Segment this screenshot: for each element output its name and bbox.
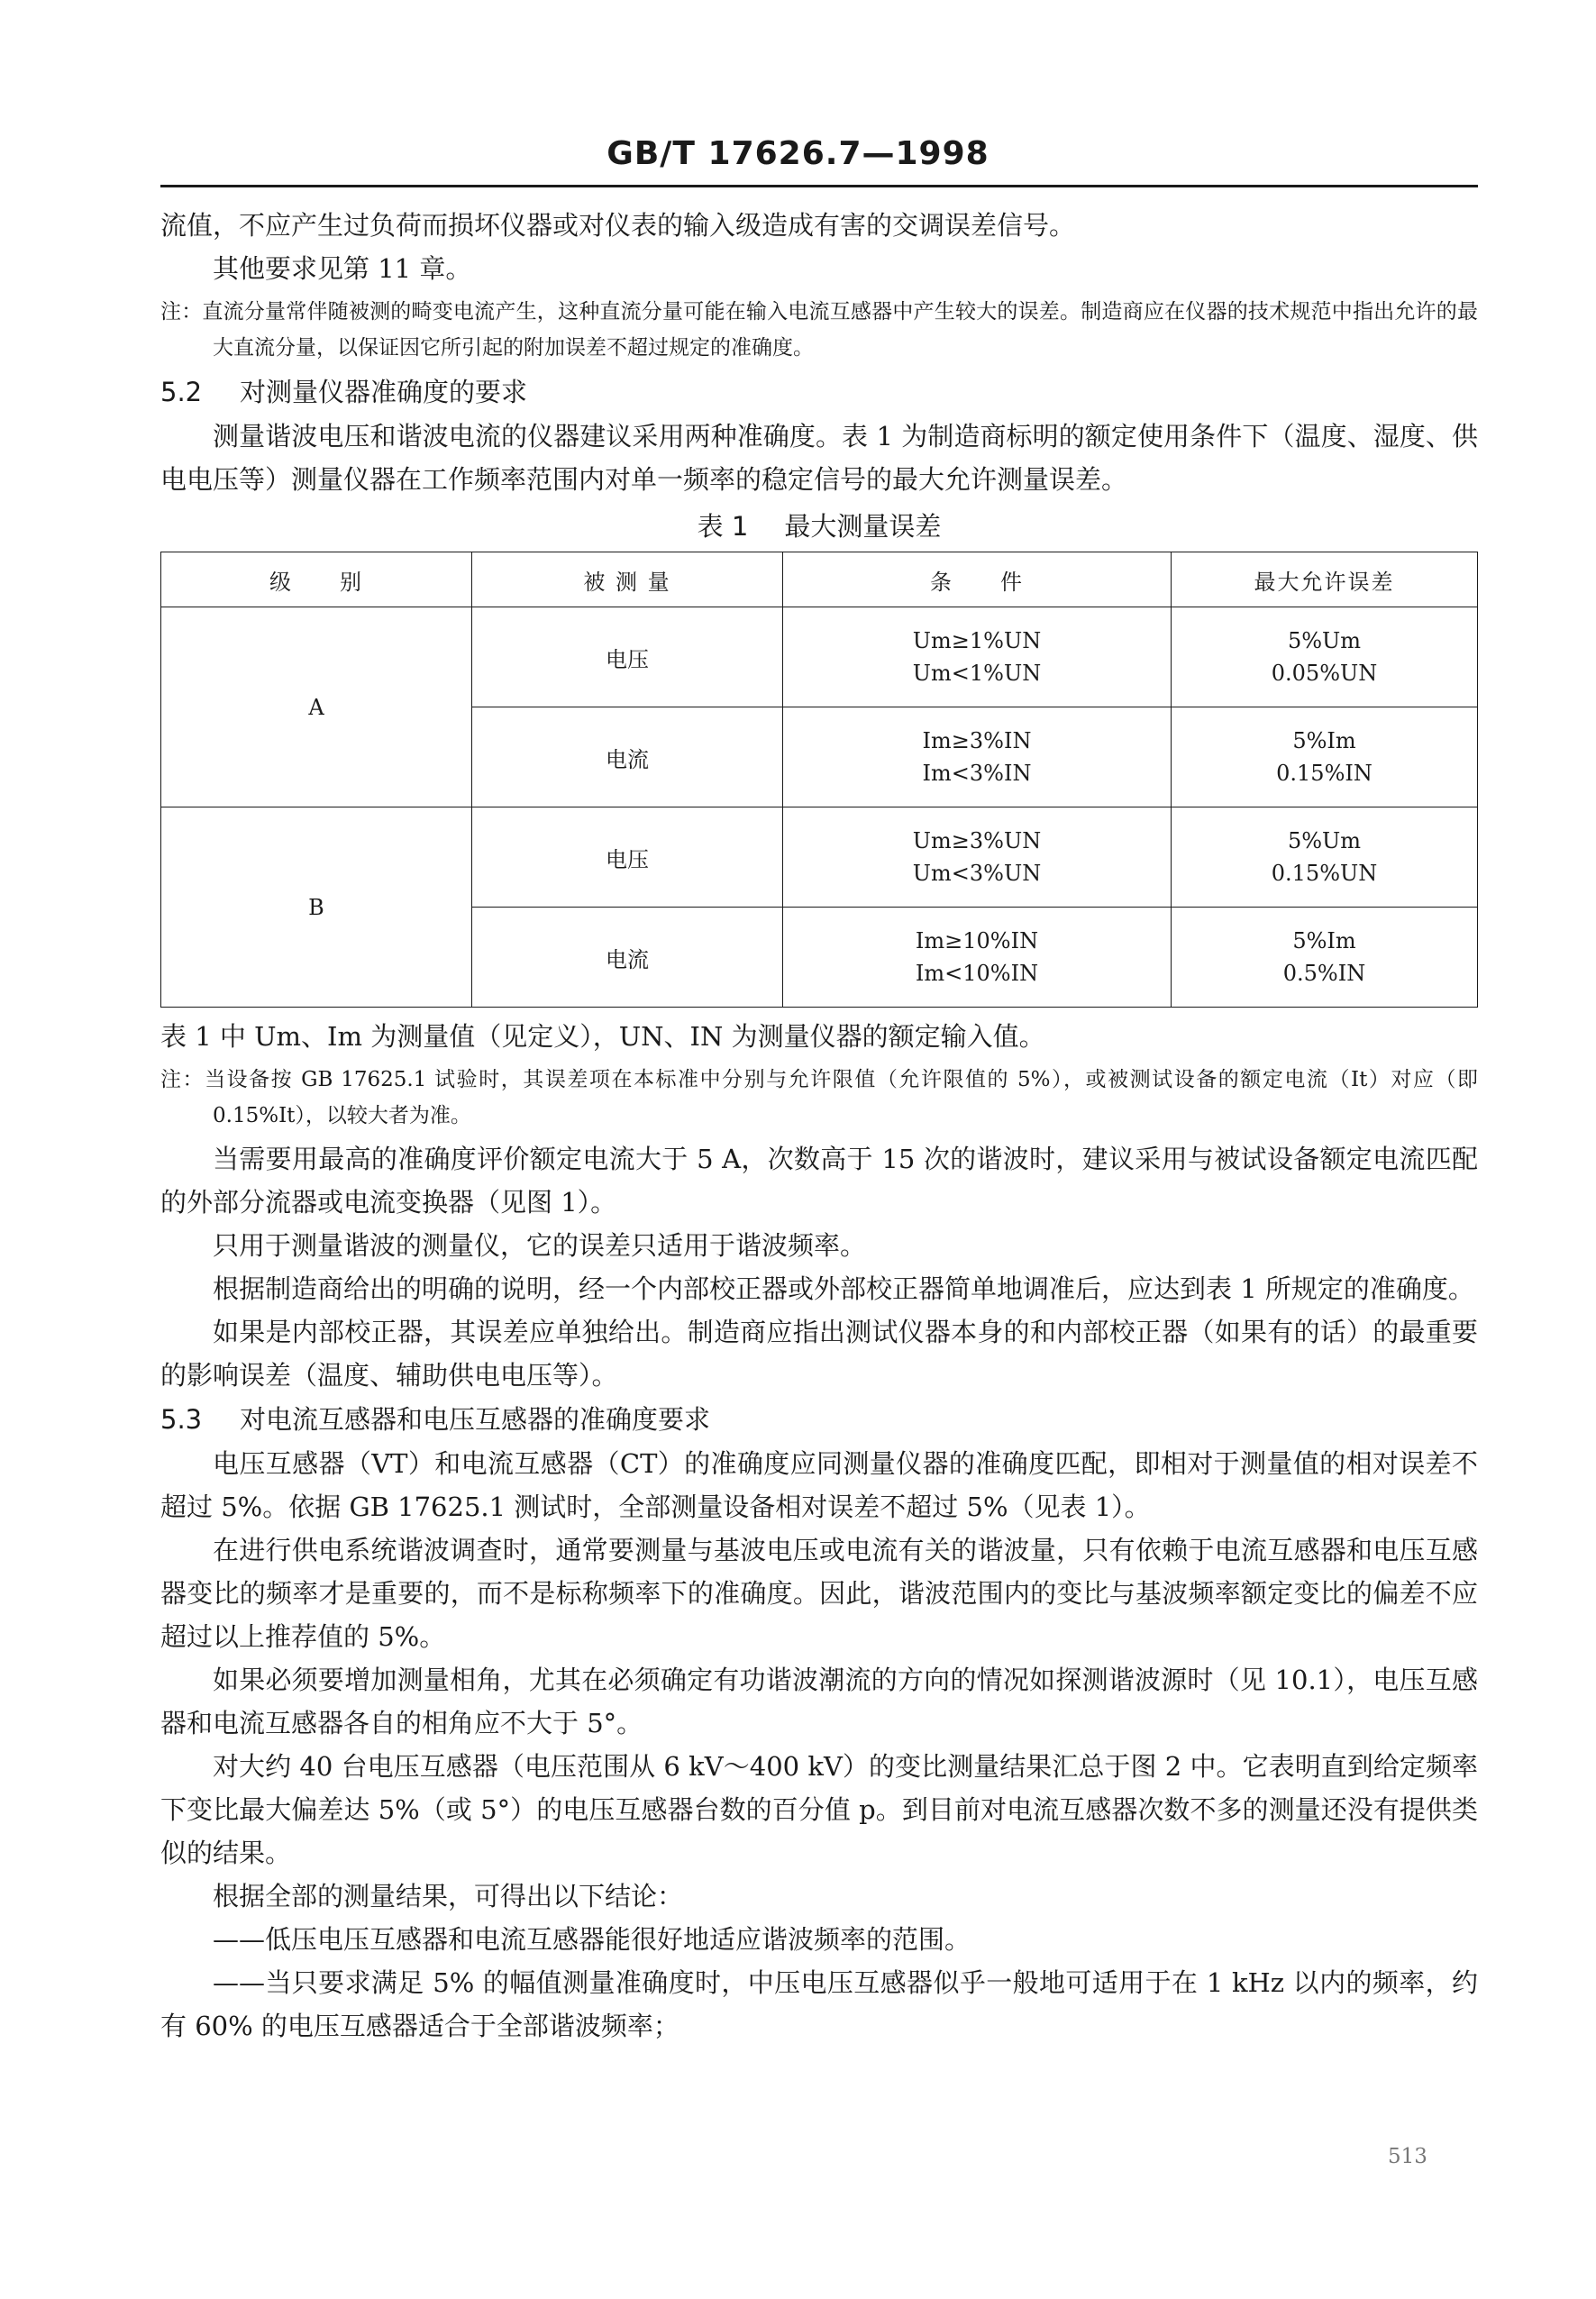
section-heading-5-3 (160, 1397, 1478, 1442)
condition: Um<1%UN (912, 661, 1042, 686)
table-title: 最大测量误差 (784, 511, 942, 542)
section-title: 对测量仪器准确度的要求 (240, 377, 528, 407)
section-number: 5.2 (160, 377, 203, 407)
paragraph: 对大约 40 台电压互感器（电压范围从 6 kV～400 kV）的变比测量结果汇总于图 2 中。它表明直到给定频率下变比最大偏差达 5%（或 5°）的电压互感器台数的百分值 p。到目前对电流互感器次数不多的测量还没有提供类似的结果。 (160, 1751, 1478, 1868)
paragraph: 如果必须要增加测量相角，尤其在必须确定有功谐波潮流的方向的情况如探测谐波源时（见 10.1），电压互感器和电流互感器各自的相角应不大于 5°。 (160, 1665, 1478, 1738)
error-value: 5%Im (1292, 928, 1356, 953)
paragraph: 根据制造商给出的明确的说明，经一个内部校正器或外部校正器简单地调准后，应达到表 1 所规定的准确度。 (213, 1273, 1474, 1304)
quantity-cell: 电压 (472, 807, 783, 908)
table-number: 表 1 (697, 511, 749, 542)
quantity-cell: 电流 (472, 908, 783, 1008)
condition: Um≥3%UN (912, 828, 1042, 853)
class-cell: A (161, 607, 472, 807)
error-cell (1172, 908, 1478, 1008)
paragraph: 表 1 中 Um、Im 为测量值（见定义），UN、IN 为测量仪器的额定输入值。 (160, 1021, 1045, 1052)
column-header: 被 测 量 (472, 552, 783, 607)
error-value: 5%Um (1287, 628, 1362, 653)
error-cell (1172, 807, 1478, 908)
page-header: GB/T 17626.7—1998 (606, 135, 990, 172)
condition-cell (783, 908, 1172, 1008)
condition: Im<10%IN (915, 961, 1039, 986)
header-rule (160, 185, 1478, 187)
quantity-cell: 电流 (472, 707, 783, 807)
paragraph: 电压互感器（VT）和电流互感器（CT）的准确度应同测量仪器的准确度匹配，即相对于测量值的相对误差不超过 5%。依据 GB 17625.1 测试时，全部测量设备相对误差不超过 5%（见表 1）。 (160, 1448, 1478, 1522)
paragraph: 测量谐波电压和谐波电流的仪器建议采用两种准确度。表 1 为制造商标明的额定使用条件下（温度、湿度、供电电压等）测量仪器在工作频率范围内对单一频率的稳定信号的最大允许测量误差。 (160, 421, 1478, 495)
error-value: 0.15%UN (1271, 861, 1378, 886)
error-value: 5%Im (1292, 728, 1356, 753)
paragraph: 在进行供电系统谐波调查时，通常要测量与基波电压或电流有关的谐波量，只有依赖于电流互感器和电压互感器变比的频率才是重要的，而不是标称频率下的准确度。因此，谐波范围内的变比与基波频率额定变比的偏差不应超过以上推荐值的 5%。 (160, 1535, 1478, 1652)
error-cell (1172, 607, 1478, 707)
condition: Um<3%UN (912, 861, 1042, 886)
condition: Im<3%IN (922, 761, 1032, 786)
conclusion-item: ——当只要求满足 5% 的幅值测量准确度时，中压电压互感器似乎一般地可适用于在 1 kHz 以内的频率，约有 60% 的电压互感器适合于全部谐波频率； (160, 1967, 1478, 2041)
conclusion-item: ——低压电压互感器和电流互感器能很好地适应谐波频率的范围。 (213, 1924, 971, 1955)
table-row (161, 607, 1478, 707)
condition: Im≥10%IN (915, 928, 1039, 953)
section-title: 对电流互感器和电压互感器的准确度要求 (240, 1404, 711, 1435)
table-caption (160, 505, 1478, 548)
error-value: 0.5%IN (1282, 961, 1366, 986)
column-header: 最大允许误差 (1172, 552, 1478, 607)
note: 注：直流分量常伴随被测的畸变电流产生，这种直流分量可能在输入电流互感器中产生较大的误差。制造商应在仪器的技术规范中指出允许的最大直流分量，以保证因它所引起的附加误差不超过规定的准确度。 (160, 300, 1478, 360)
condition: Um≥1%UN (912, 628, 1042, 653)
section-heading-5-2 (160, 369, 1478, 415)
column-header: 级 别 (161, 552, 472, 607)
paragraph: 流值，不应产生过负荷而损坏仪器或对仪表的输入级造成有害的交调误差信号。 (160, 210, 1076, 241)
section-number: 5.3 (160, 1404, 203, 1435)
paragraph: 根据全部的测量结果，可得出以下结论： (213, 1881, 684, 1911)
condition: Im≥3%IN (922, 728, 1032, 753)
quantity-cell: 电压 (472, 607, 783, 707)
paragraph: 只用于测量谐波的测量仪，它的误差只适用于谐波频率。 (213, 1230, 867, 1261)
max-error-table (160, 552, 1478, 1008)
condition-cell (783, 607, 1172, 707)
class-cell: B (161, 807, 472, 1008)
error-value: 5%Um (1287, 828, 1362, 853)
table-row (161, 807, 1478, 908)
page-content (160, 204, 1478, 2048)
table-header-row (161, 552, 1478, 607)
condition-cell (783, 807, 1172, 908)
paragraph: 如果是内部校正器，其误差应单独给出。制造商应指出测试仪器本身的和内部校正器（如果有的话）的最重要的影响误差（温度、辅助供电电压等）。 (160, 1317, 1478, 1391)
paragraph: 其他要求见第 11 章。 (213, 253, 472, 284)
note: 注：当设备按 GB 17625.1 试验时，其误差项在本标准中分别与允许限值（允许限值的 5%），或被测试设备的额定电流（It）对应（即 0.15%It），以较大者为准。 (160, 1068, 1478, 1127)
page-number: 513 (1388, 2145, 1427, 2168)
error-value: 0.15%IN (1276, 761, 1373, 786)
error-cell (1172, 707, 1478, 807)
column-header: 条 件 (783, 552, 1172, 607)
error-value: 0.05%UN (1271, 661, 1378, 686)
paragraph: 当需要用最高的准确度评价额定电流大于 5 A，次数高于 15 次的谐波时，建议采用与被试设备额定电流匹配的外部分流器或电流变换器（见图 1）。 (160, 1144, 1478, 1218)
condition-cell (783, 707, 1172, 807)
